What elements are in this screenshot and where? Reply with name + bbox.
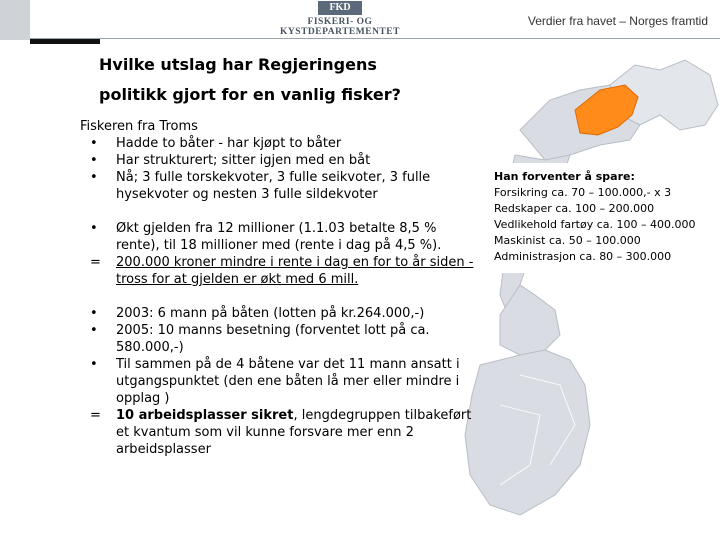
result-text: 200.000 kroner mindre i rente i dag en for to år siden - tross for at gjelden er økt med 6 mill. xyxy=(116,255,474,287)
list-item xyxy=(80,152,480,169)
result-bold-text: 10 arbeidsplasser sikret xyxy=(116,408,294,423)
list-item xyxy=(80,220,480,254)
bullet-marker: • xyxy=(90,153,98,168)
list-item xyxy=(80,322,480,356)
list-item xyxy=(80,356,480,407)
corner-decoration xyxy=(0,0,30,40)
corner-accent-bar xyxy=(30,39,100,44)
list-item-text: Økt gjelden fra 12 millioner (1.1.03 betalte 8,5 % rente), til 18 millioner med (rente i dag på 4,5 %). xyxy=(116,221,442,253)
list-item-text: 2005: 10 manns besetning (forventet lott på ca. 580.000,-) xyxy=(116,323,430,355)
bullet-marker: • xyxy=(90,357,98,372)
bullet-marker: • xyxy=(90,323,98,338)
list-item xyxy=(80,305,480,322)
intro-text: Fiskeren fra Troms xyxy=(80,119,198,134)
equals-marker: = xyxy=(90,408,101,423)
savings-item: Maskinist ca. 50 – 100.000 xyxy=(494,234,641,247)
list-item-text: 2003: 6 mann på båten (lotten på kr.264.000,-) xyxy=(116,306,425,321)
result-text: , lengdegruppen tilbakeført et kvantum som vil kunne forsvare mer enn 2 arbeidsplasser xyxy=(116,408,472,457)
savings-heading: Han forventer å spare: xyxy=(494,170,635,183)
title-line-2: politikk gjort for en vanlig fisker? xyxy=(99,85,401,104)
savings-item: Redskaper ca. 100 – 200.000 xyxy=(494,202,655,215)
result-item xyxy=(80,407,480,458)
list-item xyxy=(80,169,480,203)
list-item-text: Har strukturert; sitter igjen med en båt xyxy=(116,153,371,168)
ministry-logo xyxy=(250,0,430,37)
logo-name: FISKERI- OG KYSTDEPARTEMENTET xyxy=(280,17,400,37)
logo-abbreviation: FKD xyxy=(318,1,362,15)
list-item-text: Hadde to båter - har kjøpt to båter xyxy=(116,136,342,151)
bullet-marker: • xyxy=(90,221,98,236)
slogan: Verdier fra havet – Norges framtid xyxy=(527,14,708,28)
list-item-text: Til sammen på de 4 båtene var det 11 mann ansatt i utgangspunktet (den ene båten lå mer eller mindre i opplag ) xyxy=(116,357,460,406)
savings-item: Vedlikehold fartøy ca. 100 – 400.000 xyxy=(494,218,696,231)
slide-body xyxy=(80,118,480,458)
map-region-south xyxy=(465,350,590,515)
savings-item: Forsikring ca. 70 – 100.000,- x 3 xyxy=(494,186,672,199)
list-item xyxy=(80,135,480,152)
title-line-1: Hvilke utslag har Regjeringens xyxy=(99,55,377,74)
bullet-marker: • xyxy=(90,306,98,321)
header-divider xyxy=(30,38,720,39)
norway-map-image xyxy=(460,45,720,535)
result-item xyxy=(80,254,480,288)
list-item-text: Nå; 3 fulle torskekvoter, 3 fulle seikvoter, 3 fulle hysekvoter og nesten 3 fulle sildekvoter xyxy=(116,170,431,202)
savings-item: Administrasjon ca. 80 – 300.000 xyxy=(494,250,672,263)
slide-title xyxy=(99,50,479,110)
equals-marker: = xyxy=(90,255,101,270)
savings-box xyxy=(482,163,720,273)
bullet-marker: • xyxy=(90,170,98,185)
bullet-marker: • xyxy=(90,136,98,151)
